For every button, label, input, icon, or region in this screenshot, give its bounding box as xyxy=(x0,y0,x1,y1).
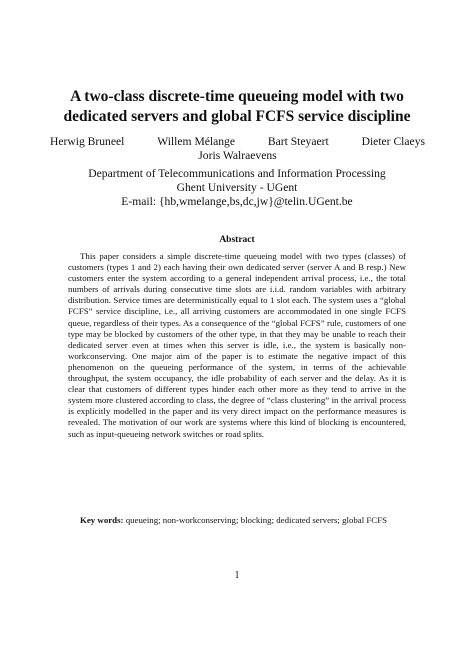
paper-title xyxy=(40,87,434,127)
affiliation-email: E-mail: {hb,wmelange,bs,dc,jw}@telin.UGent.be xyxy=(121,195,353,208)
affiliation-department: Department of Telecommunications and Information Processing xyxy=(88,167,386,180)
author-name: Willem Mélange xyxy=(157,135,235,148)
keywords-text: queueing; non-workconserving; blocking; dedicated servers; global FCFS xyxy=(125,515,388,525)
keywords-label: Key words: xyxy=(80,515,124,525)
abstract-heading: Abstract xyxy=(219,235,255,245)
author-name: Joris Walraevens xyxy=(198,149,277,162)
author-name: Bart Steyaert xyxy=(267,135,329,148)
author-row-1 xyxy=(50,135,425,149)
page-number: 1 xyxy=(234,570,240,581)
author-name: Dieter Claeys xyxy=(361,135,425,148)
title-line-2: dedicated servers and global FCFS service discipline xyxy=(63,108,411,125)
abstract-body: This paper considers a simple discrete-time queueing model with two types (classes) of customers (types 1 and 2) each having their own dedicated server (server A and B resp.) New customers enter the system according to a general independent arrival process, i.e., the total numbers of arrivals during consecutive time slots are i.i.d. random variables with arbitrary distribution. Service times are deterministically equal to 1 slot each. The system uses a “global FCFS” service discipline, i.e., all arriving customers are accommodated in one single FCFS queue, regardless of their types. As a consequence of the “global FCFS” rule, customers of one type may be blocked by customers of the other type, in that they may be unable to reach their dedicated server even at times when this server is idle, i.e., the system is basically non-workconserving. One major aim of the paper is to estimate the negative impact of this phenomenon on the queueing performance of the system, in terms of the achievable throughput, the system occupancy, the idle probability of each server and the delay. As it is clear that customers of different types hinder each other more as they tend to arrive in the system more clustered according to class, the degree of “class clustering” in the arrival process is explicitly modelled in the paper and its very direct impact on the performance measures is revealed. The motivation of our work are systems where this kind of blocking is encountered, such as input-queueing network switches or road splits. xyxy=(68,251,406,439)
title-line-1: A two-class discrete-time queueing model with two xyxy=(70,88,404,105)
author-name: Herwig Bruneel xyxy=(50,135,125,148)
keywords xyxy=(68,515,406,526)
author-list xyxy=(50,135,425,163)
affiliation-university: Ghent University - UGent xyxy=(176,181,298,194)
affiliation xyxy=(40,167,434,209)
